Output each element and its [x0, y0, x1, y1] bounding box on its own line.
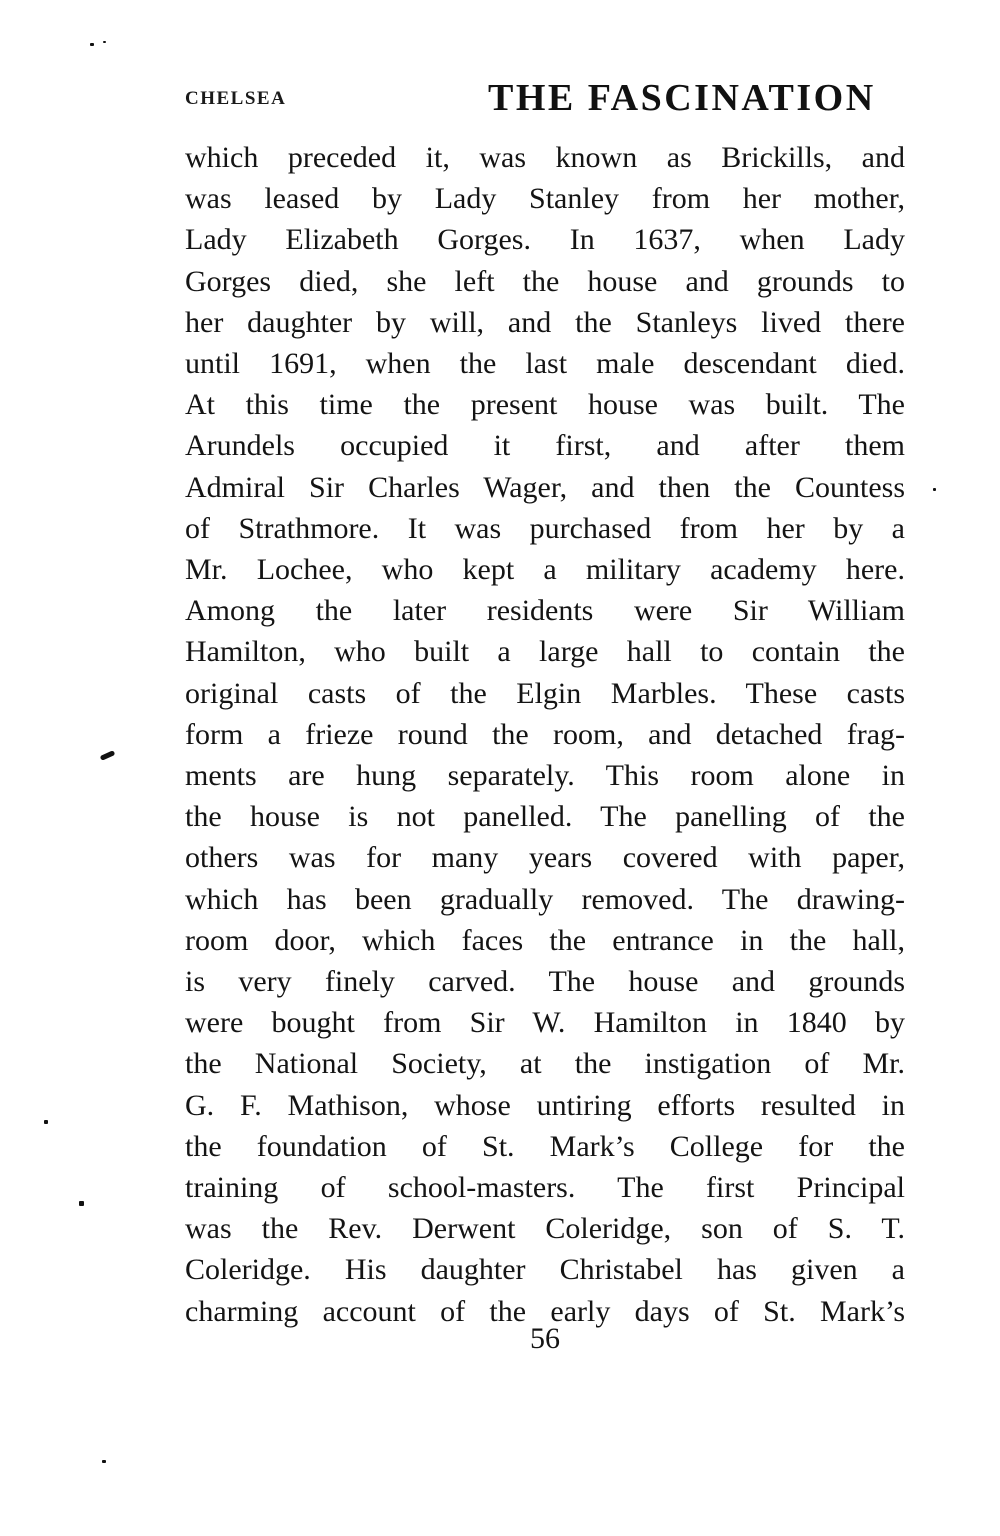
ink-speck: [933, 488, 936, 491]
text-line: others was for many years covered with paper,: [185, 841, 905, 875]
text-line: until 1691, when the last male descendant died.: [185, 347, 905, 381]
text-line: the foundation of St. Mark’s College for the: [185, 1129, 905, 1163]
text-line: her daughter by will, and the Stanleys lived there: [185, 305, 905, 339]
text-line: ments are hung separately. This room alone in: [185, 759, 905, 793]
text-line: was leased by Lady Stanley from her mother,: [185, 182, 905, 216]
text-line: training of school-masters. The first Principal: [185, 1171, 905, 1205]
page-number: 56: [530, 1322, 560, 1355]
text-line: the National Society, at the instigation of Mr.: [185, 1047, 905, 1081]
ink-speck: [103, 41, 106, 43]
ink-speck: [79, 1201, 84, 1206]
body-text: [185, 137, 905, 1332]
text-line: which preceded it, was known as Brickills, and: [185, 141, 905, 174]
running-head: CHELSEA: [185, 88, 287, 109]
page-header-title: THE FASCINATION: [488, 77, 876, 119]
ink-speck: [44, 1120, 48, 1124]
text-line: were bought from Sir W. Hamilton in 1840 by: [185, 1006, 905, 1040]
text-line: room door, which faces the entrance in the hall,: [185, 923, 905, 957]
text-line: Gorges died, she left the house and grounds to: [185, 264, 905, 298]
text-line: charming account of the early days of St. Mark’s: [185, 1294, 905, 1328]
text-line: Lady Elizabeth Gorges. In 1637, when Lady: [185, 223, 905, 257]
text-line: form a frieze round the room, and detached frag-: [185, 717, 905, 751]
text-line: original casts of the Elgin Marbles. These casts: [185, 676, 905, 710]
ink-speck: [102, 1460, 106, 1463]
text-line: the house is not panelled. The panelling of the: [185, 800, 905, 834]
text-line: Coleridge. His daughter Christabel has given a: [185, 1253, 905, 1287]
text-line: was the Rev. Derwent Coleridge, son of S. T.: [185, 1212, 905, 1246]
text-line: G. F. Mathison, whose untiring efforts resulted in: [185, 1088, 905, 1122]
text-line: Admiral Sir Charles Wager, and then the Countess: [185, 470, 905, 504]
text-line: which has been gradually removed. The drawing-: [185, 882, 905, 916]
text-line: Among the later residents were Sir William: [185, 594, 905, 628]
stray-pen-mark: [100, 750, 116, 761]
text-line: of Strathmore. It was purchased from her by a: [185, 511, 905, 545]
text-line: Hamilton, who built a large hall to contain the: [185, 635, 905, 669]
text-line: is very finely carved. The house and grounds: [185, 965, 905, 999]
ink-speck: [90, 43, 94, 46]
text-line: Mr. Lochee, who kept a military academy here.: [185, 553, 905, 587]
text-line: At this time the present house was built. The: [185, 388, 905, 422]
text-line: Arundels occupied it first, and after them: [185, 429, 905, 463]
